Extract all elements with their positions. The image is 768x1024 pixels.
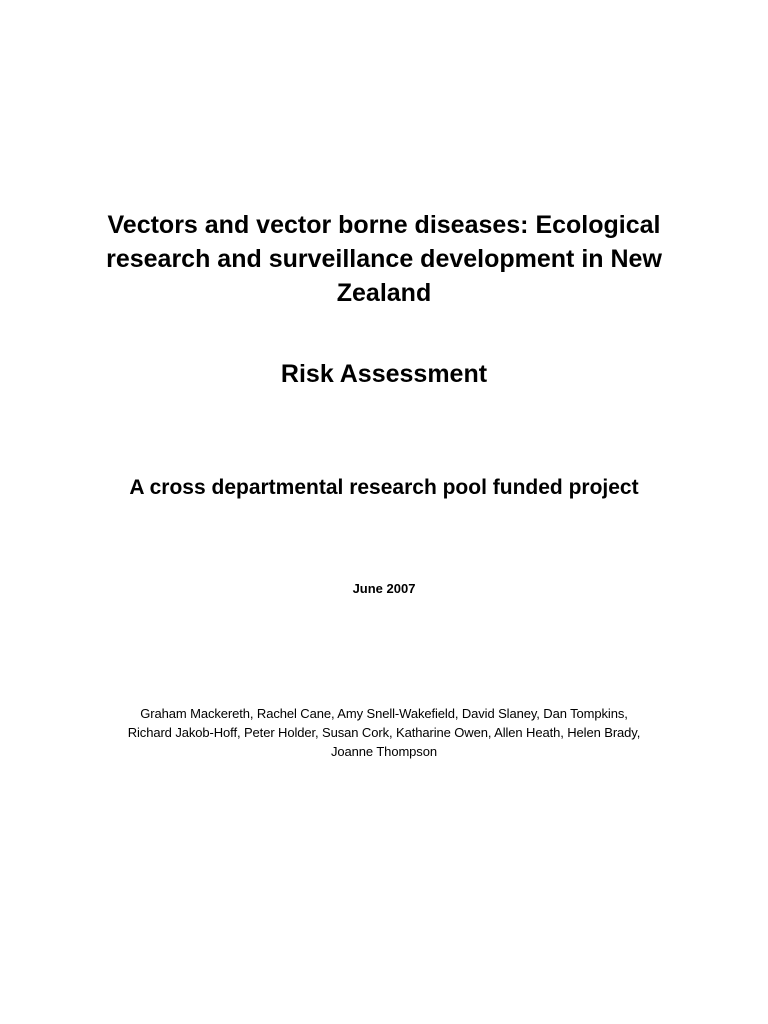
title-line: research and surveillance development in New: [106, 245, 662, 273]
title-line: Vectors and vector borne diseases: Ecological: [107, 211, 661, 239]
author-line: Richard Jakob-Hoff, Peter Holder, Susan Cork, Katharine Owen, Allen Heath, Helen Brady,: [127, 725, 641, 740]
title-line: Zealand: [336, 279, 432, 307]
document-title: [60, 208, 708, 310]
author-line: Joanne Thompson: [331, 744, 437, 759]
author-line: Graham Mackereth, Rachel Cane, Amy Snell-Wakefield, David Slaney, Dan Tompkins,: [140, 706, 628, 721]
publication-date: June 2007: [352, 581, 416, 596]
author-list: [60, 704, 708, 761]
document-subtitle: Risk Assessment: [280, 360, 488, 388]
project-description: A cross departmental research pool funded project: [129, 476, 639, 499]
